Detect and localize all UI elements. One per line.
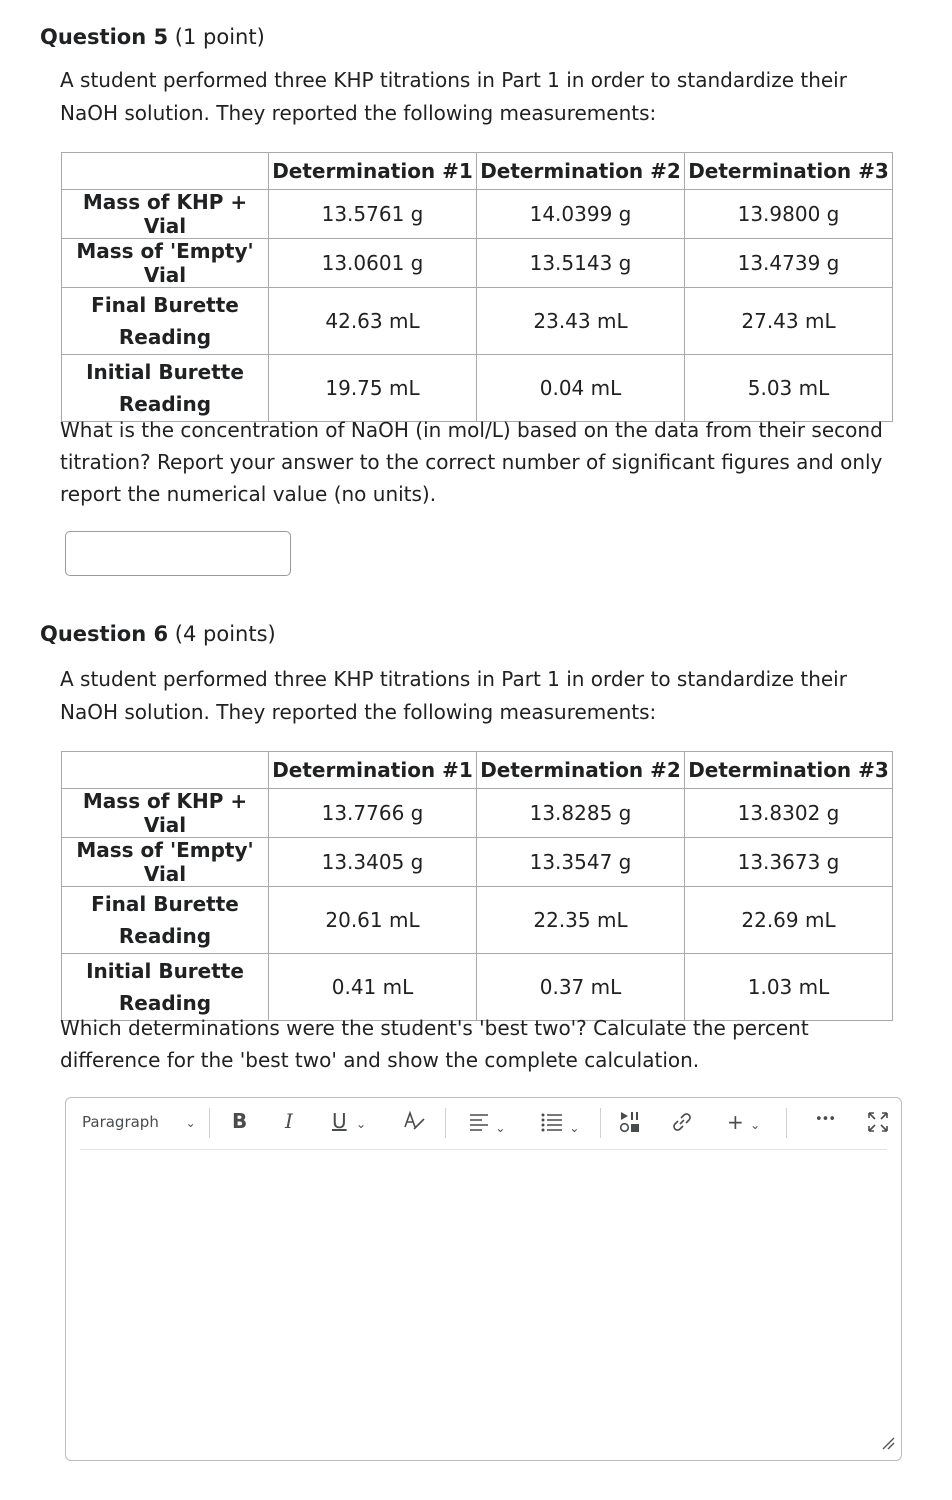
question-6-question <box>60 1012 890 1076</box>
rich-text-editor <box>65 1097 902 1461</box>
table-row <box>62 190 893 239</box>
row-header-line: Final Burette <box>91 892 239 916</box>
question-line: titration? Report your answer to the correct number of significant figures and only <box>60 450 883 474</box>
question-5-question <box>60 414 890 510</box>
fullscreen-button[interactable] <box>867 1111 889 1138</box>
table-cell: 13.5761 g <box>269 190 477 239</box>
row-header-line: Reading <box>118 392 212 416</box>
question-line: What is the concentration of NaOH (in mol/L) based on the data from their second <box>60 418 883 442</box>
row-header: Mass of KHP + Vial <box>62 190 269 239</box>
question-line: Which determinations were the student's 'best two'? Calculate the percent <box>60 1016 809 1040</box>
toolbar-underline <box>80 1149 887 1150</box>
editor-toolbar <box>66 1098 901 1150</box>
table-cell: 0.04 mL <box>477 355 685 422</box>
prompt-line: A student performed three KHP titrations in Part 1 in order to standardize their <box>60 68 847 92</box>
table-row <box>62 887 893 954</box>
row-header: Mass of 'Empty' Vial <box>62 239 269 288</box>
table-cell: 14.0399 g <box>477 190 685 239</box>
table-row <box>62 838 893 887</box>
table-cell: 13.0601 g <box>269 239 477 288</box>
row-header <box>62 887 269 954</box>
row-header-line: Final Burette <box>91 293 239 317</box>
prompt-line: NaOH solution. They reported the following measurements: <box>60 700 657 724</box>
row-header-line: Reading <box>118 924 212 948</box>
question-number: Question 5 <box>40 25 169 49</box>
media-icon <box>619 1110 643 1134</box>
format-select-value: Paragraph <box>82 1113 159 1131</box>
column-header: Determination #2 <box>477 153 685 190</box>
table-cell: 13.3405 g <box>269 838 477 887</box>
question-5-title <box>40 25 265 49</box>
table-cell: 13.3547 g <box>477 838 685 887</box>
table-cell: 27.43 mL <box>685 288 893 355</box>
bullet-list-icon <box>540 1112 564 1132</box>
row-header-line: Reading <box>118 991 212 1015</box>
prompt-line: A student performed three KHP titrations in Part 1 in order to standardize their <box>60 667 847 691</box>
paragraph-format-dropdown[interactable] <box>82 1113 196 1131</box>
table-cell: 22.35 mL <box>477 887 685 954</box>
table-cell: 13.5143 g <box>477 239 685 288</box>
align-dropdown[interactable] <box>468 1112 505 1137</box>
table-corner-cell <box>62 153 269 190</box>
toolbar-divider <box>445 1108 446 1138</box>
question-points: (1 point) <box>174 25 265 49</box>
table-header-row <box>62 752 893 789</box>
plus-icon: + <box>727 1110 744 1134</box>
table-cell: 13.7766 g <box>269 789 477 838</box>
column-header: Determination #1 <box>269 752 477 789</box>
fullscreen-icon <box>867 1111 889 1133</box>
bold-button[interactable]: B <box>232 1109 248 1133</box>
question-5-prompt <box>60 64 890 130</box>
row-header <box>62 288 269 355</box>
q5-data-table <box>61 152 893 422</box>
chevron-down-icon: ⌄ <box>569 1121 580 1135</box>
question-points: (4 points) <box>174 622 276 646</box>
table-cell: 19.75 mL <box>269 355 477 422</box>
row-header-line: Initial Burette <box>86 360 244 384</box>
italic-button[interactable]: I <box>285 1109 293 1133</box>
question-line: difference for the 'best two' and show the complete calculation. <box>60 1048 700 1072</box>
align-left-icon <box>468 1112 490 1132</box>
table-cell: 22.69 mL <box>685 887 893 954</box>
column-header: Determination #2 <box>477 752 685 789</box>
more-icon: ••• <box>815 1112 836 1127</box>
toolbar-divider <box>786 1108 787 1138</box>
table-row <box>62 239 893 288</box>
underline-dropdown[interactable] <box>332 1109 366 1133</box>
table-cell: 13.8285 g <box>477 789 685 838</box>
row-header: Mass of 'Empty' Vial <box>62 838 269 887</box>
resize-handle[interactable] <box>881 1435 895 1454</box>
table-cell: 5.03 mL <box>685 355 893 422</box>
table-cell: 0.37 mL <box>477 954 685 1021</box>
resize-grip-icon <box>881 1436 895 1450</box>
table-cell: 42.63 mL <box>269 288 477 355</box>
column-header: Determination #3 <box>685 752 893 789</box>
editor-content-area[interactable] <box>80 1156 887 1450</box>
table-cell: 13.8302 g <box>685 789 893 838</box>
question-number: Question 6 <box>40 622 169 646</box>
toolbar-divider <box>209 1108 210 1138</box>
table-cell: 13.4739 g <box>685 239 893 288</box>
text-color-icon <box>402 1110 426 1132</box>
list-dropdown[interactable] <box>540 1112 579 1137</box>
q6-data-table <box>61 751 893 1021</box>
text-color-button[interactable] <box>402 1110 426 1137</box>
column-header: Determination #1 <box>269 153 477 190</box>
row-header <box>62 355 269 422</box>
row-header <box>62 954 269 1021</box>
question-line: report the numerical value (no units). <box>60 482 437 506</box>
chevron-down-icon: ⌄ <box>495 1121 506 1135</box>
question-6-title <box>40 622 276 646</box>
table-corner-cell <box>62 752 269 789</box>
insert-dropdown[interactable] <box>727 1110 760 1134</box>
row-header-line: Reading <box>118 325 212 349</box>
column-header: Determination #3 <box>685 153 893 190</box>
underline-button: U <box>332 1109 347 1133</box>
row-header-line: Initial Burette <box>86 959 244 983</box>
table-cell: 0.41 mL <box>269 954 477 1021</box>
row-header: Mass of KHP + Vial <box>62 789 269 838</box>
more-actions-button[interactable] <box>815 1112 835 1127</box>
chevron-down-icon: ⌄ <box>185 1116 196 1130</box>
toolbar-divider <box>600 1108 601 1138</box>
table-cell: 20.61 mL <box>269 887 477 954</box>
table-cell: 1.03 mL <box>685 954 893 1021</box>
table-row <box>62 789 893 838</box>
chevron-down-icon: ⌄ <box>750 1118 761 1132</box>
table-cell: 13.9800 g <box>685 190 893 239</box>
table-row <box>62 288 893 355</box>
question-6-prompt <box>60 663 890 729</box>
prompt-line: NaOH solution. They reported the following measurements: <box>60 101 657 125</box>
insert-link-button[interactable] <box>670 1110 694 1139</box>
table-header-row <box>62 153 893 190</box>
link-icon <box>670 1110 694 1134</box>
chevron-down-icon: ⌄ <box>356 1117 367 1131</box>
table-row <box>62 355 893 422</box>
table-row <box>62 954 893 1021</box>
answer-input[interactable] <box>65 531 291 576</box>
table-cell: 13.3673 g <box>685 838 893 887</box>
insert-media-button[interactable] <box>619 1110 643 1139</box>
table-cell: 23.43 mL <box>477 288 685 355</box>
